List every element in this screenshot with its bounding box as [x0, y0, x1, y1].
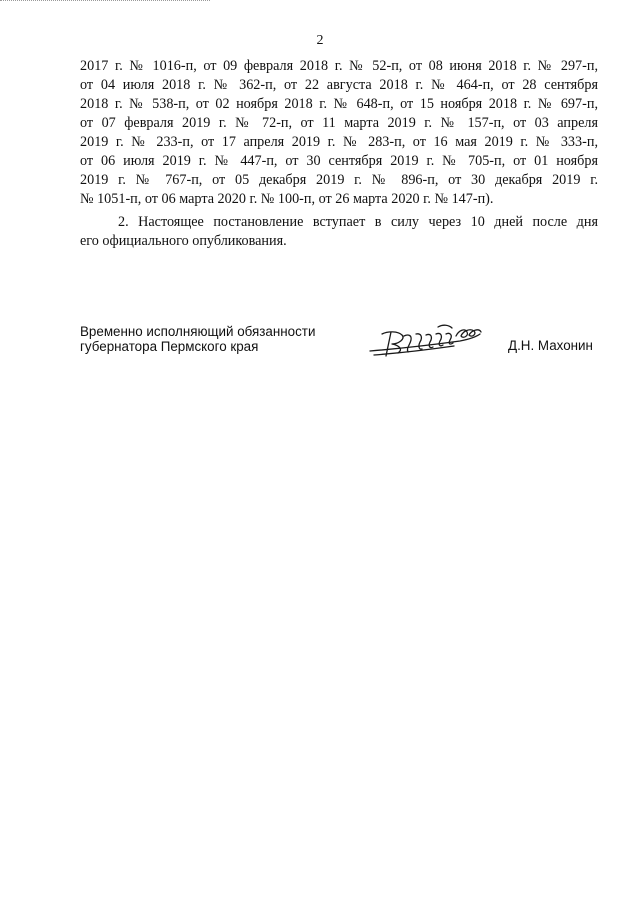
paragraph-line: 2019 г. № 767-п, от 05 декабря 2019 г. № 896-п, от 30 декабря 2019 г.: [80, 172, 598, 188]
paragraph-line: 2. Настоящее постановление вступает в силу через 10 дней после дня: [118, 214, 598, 230]
signer-title-line: Временно исполняющий обязанности: [80, 324, 316, 339]
page-number: 2: [316, 33, 324, 48]
paragraph-line: 2019 г. № 233-п, от 17 апреля 2019 г. № 283-п, от 16 мая 2019 г. № 333-п,: [80, 134, 598, 150]
paragraph-line: № 1051-п, от 06 марта 2020 г. № 100-п, от 26 марта 2020 г. № 147-п).: [80, 191, 494, 207]
paragraph-line: 2018 г. № 538-п, от 02 ноября 2018 г. № 648-п, от 15 ноября 2018 г. № 697-п,: [80, 96, 598, 112]
signer-name: Д.Н. Махонин: [508, 338, 593, 353]
signer-title: [80, 324, 315, 354]
paragraph-line: от 07 февраля 2019 г. № 72-п, от 11 марта 2019 г. № 157-п, от 03 апреля: [80, 115, 598, 131]
scan-edge-mark: [0, 0, 210, 3]
paragraph-line: от 04 июля 2018 г. № 362-п, от 22 августа 2018 г. № 464-п, от 28 сентября: [80, 77, 598, 93]
signer-title-line: губернатора Пермского края: [80, 339, 259, 354]
handwritten-signature: [364, 322, 488, 362]
paragraph-line: его официального опубликования.: [80, 233, 287, 249]
paragraph-line: от 06 июля 2019 г. № 447-п, от 30 сентября 2019 г. № 705-п, от 01 ноября: [80, 153, 598, 169]
paragraph-line: 2017 г. № 1016-п, от 09 февраля 2018 г. № 52-п, от 08 июня 2018 г. № 297-п,: [80, 58, 598, 74]
